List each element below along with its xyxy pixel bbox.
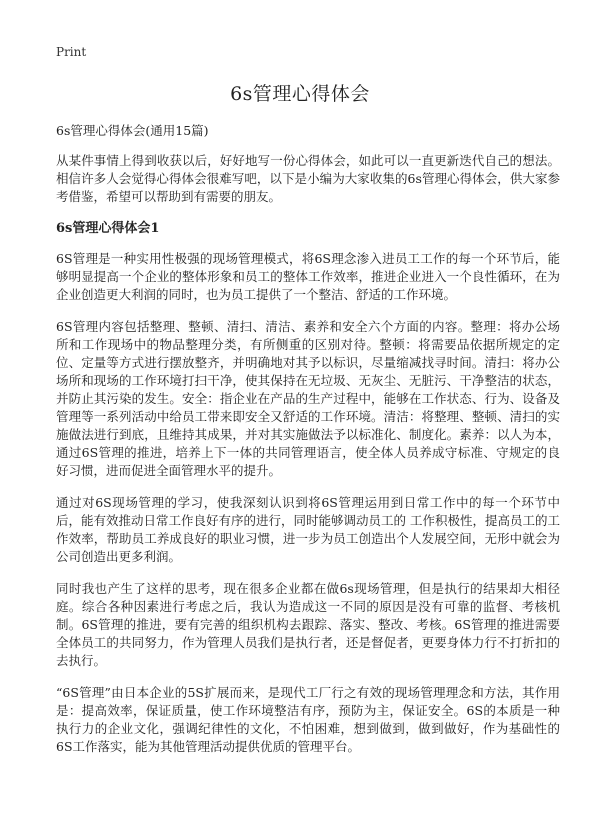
body-paragraph-4: 同时我也产生了这样的思考，现在很多企业都在做6s现场管理，但是执行的结果却大相径庭。综合各种因素进行考虑之后，我认为造成这一不同的原因是没有可靠的监督、考核机制。6S管理的推进，要有完善的组织机构去跟踪、落实、整改、考核。6S管理的推进需要全体员工的共同努力，作为管理人员我们是执行者，还是督促者，更要身体力行不打折扣的去执行。 <box>56 581 560 668</box>
intro-paragraph: 从某件事情上得到收获以后，好好地写一份心得体会，如此可以一直更新迭代自己的想法。相信许多人会觉得心得体会很难写吧，以下是小编为大家收集的6s管理心得体会，供大家参考借鉴，希望可以帮助到有需要的朋友。 <box>56 153 560 204</box>
document-subtitle: 6s管理心得体会(通用15篇) <box>56 123 209 138</box>
body-paragraph-3: 通过对6S现场管理的学习，使我深刻认识到将6S管理运用到日常工作中的每一个环节中后，能有效推动日常工作良好有序的进行，同时能够调动员工的 工作积极性，提高员工的工作效率，帮助员工养成良好的职业习惯，进一步为员工创造出个人发展空间，无形中就会为公司创造出更多利润。 <box>56 495 560 564</box>
print-link[interactable]: Print <box>56 45 87 59</box>
body-paragraph-2: 6S管理内容包括整理、整顿、清扫、清洁、素养和安全六个方面的内容。整理：将办公场所和工作现场中的物品整理分类，有所侧重的区别对待。整顿：将需要品依据所规定的定位、定量等方式进行摆放整齐，并明确地对其予以标识，尽量缩减找寻时间。清扫：将办公场所和现场的工作环境打扫干净，使其保持在无垃圾、无灰尘、无脏污、干净整洁的状态，并防止其污染的发生。安全：指企业在产品的生产过程中，能够在工作状态、行为、设备及管理等一系列活动中给员工带来即安全又舒适的工作环境。清洁：将整理、整顿、清扫的实施做法进行到底，且维持其成果，并对其实施做法予以标准化、制度化。素养：以人为本，通过6S管理的推进，培养上下一体的共同管理语言，使全体人员养成守标准、守规定的良好习惯，进而促进全面管理水平的提升。 <box>56 319 560 478</box>
body-paragraph-5: “6S管理”由日本企业的5S扩展而来，是现代工厂行之有效的现场管理理念和方法，其作用是：提高效率，保证质量，使工作环境整洁有序，预防为主，保证安全。6S的本质是一种执行力的企业文化，强调纪律性的文化，不怕困难，想到做到，做到做好，作为基础性的6S工作落实，能为其他管理活动提供优质的管理平台。 <box>56 685 560 754</box>
section-heading: 6s管理心得体会1 <box>56 221 160 236</box>
document-body <box>56 122 560 770</box>
body-paragraph-1: 6S管理是一种实用性极强的现场管理模式，将6S理念渗入进员工工作的每一个环节后，能够明显提高一个企业的整体形象和员工的整体工作效率，推进企业进入一个良性循环，在为企业创造更大利润的同时，也为员工提供了一个整洁、舒适的工作环境。 <box>56 251 560 302</box>
page-title: 6s管理心得体会 <box>230 83 370 105</box>
